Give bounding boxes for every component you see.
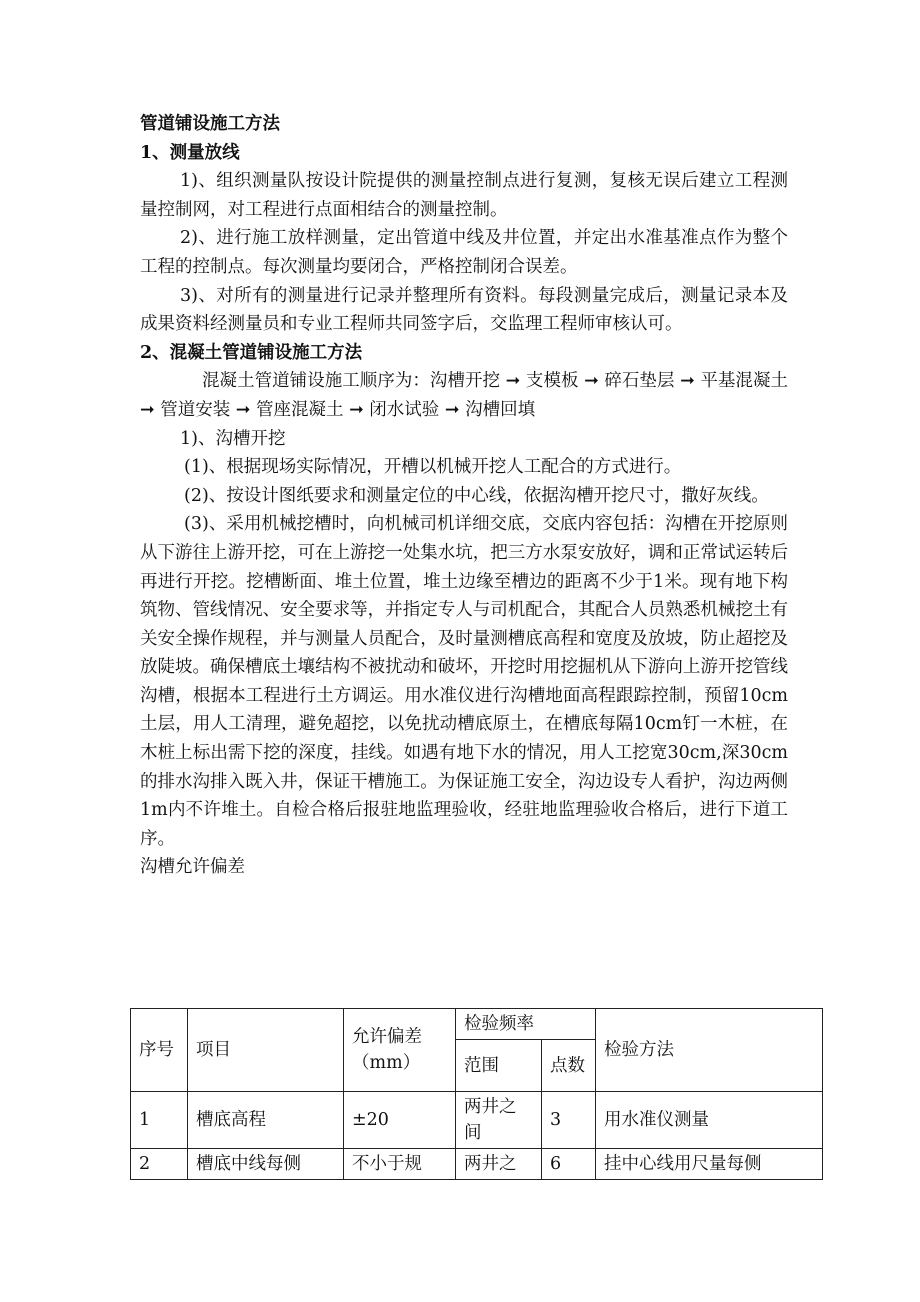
cell-points: 6	[542, 1149, 596, 1180]
header-range: 范围	[456, 1040, 542, 1092]
cell-item: 槽底中线每侧	[188, 1149, 344, 1180]
header-method: 检验方法	[596, 1009, 823, 1092]
document-body	[140, 110, 788, 882]
table-row	[131, 1092, 823, 1149]
cell-range: 两井之	[456, 1149, 542, 1180]
document-title: 管道铺设施工方法	[140, 114, 280, 134]
cell-tolerance: 不小于规	[344, 1149, 456, 1180]
header-no: 序号	[131, 1009, 188, 1092]
cell-item: 槽底高程	[188, 1092, 344, 1149]
excavation-item: (3)、采用机械挖槽时，向机械司机详细交底，交底内容包括：沟槽在开挖原则从下游往上游开挖，可在上游挖一处集水坑，把三方水泵安放好，调和正常试运转后再进行开挖。挖槽断面、堆土位置，堆土边缘至槽边的距离不少于1米。现有地下构筑物、管线情况、安全要求等，并指定专人与司机配合，其配合人员熟悉机械挖土有关安全操作规程，并与测量人员配合，及时量测槽底高程和宽度及放坡，防止超挖及放陡坡。确保槽底土壤结构不被扰动和破坏，开挖时用挖掘机从下游向上游开挖管线沟槽，根据本工程进行土方调运。用水准仪进行沟槽地面高程跟踪控制，预留10cm土层，用人工清理，避免超挖，以免扰动槽底原土，在槽底每隔10cm钉一木桩，在木桩上标出需下挖的深度，挂线。如遇有地下水的情况，用人工挖宽30cm,深30cm的排水沟排入既入井，保证干槽施工。为保证施工安全，沟边设专人看护，沟边两侧1m内不许堆土。自检合格后报驻地监理验收，经驻地监理验收合格后，进行下道工序。	[140, 514, 788, 849]
table-header-row	[131, 1009, 823, 1040]
cell-tolerance: ±20	[344, 1092, 456, 1149]
cell-no: 2	[131, 1149, 188, 1180]
excavation-item: (2)、按设计图纸要求和测量定位的中心线，依据沟槽开挖尺寸，撒好灰线。	[184, 485, 769, 506]
header-tolerance: 允许偏差（mm）	[344, 1009, 456, 1092]
excavation-item: (1)、根据现场实际情况，开槽以机械开挖人工配合的方式进行。	[184, 457, 682, 478]
table-caption: 沟槽允许偏差	[140, 857, 245, 878]
construction-sequence: 混凝土管道铺设施工顺序为：沟槽开挖 ➞ 支模板 ➞ 碎石垫层 ➞ 平基混凝土 ➞ 管道安装 ➞ 管座混凝土 ➞ 闭水试验 ➞ 沟槽回填	[140, 371, 788, 420]
section-1-heading: 1、测量放线	[140, 142, 240, 163]
cell-method: 用水准仪测量	[596, 1092, 823, 1149]
tolerance-table	[130, 1008, 823, 1180]
subsection-heading: 1)、沟槽开挖	[180, 428, 286, 449]
section-1-paragraph: 2)、进行施工放样测量，定出管道中线及井位置，并定出水准基准点作为整个工程的控制点。每次测量均要闭合，严格控制闭合误差。	[140, 228, 788, 277]
header-item: 项目	[188, 1009, 344, 1092]
cell-no: 1	[131, 1092, 188, 1149]
cell-method: 挂中心线用尺量每侧	[596, 1149, 823, 1180]
header-frequency: 检验频率	[456, 1009, 596, 1040]
section-2-heading: 2、混凝土管道铺设施工方法	[140, 342, 363, 363]
header-points: 点数	[542, 1040, 596, 1092]
cell-range: 两井之间	[456, 1092, 542, 1149]
section-1-paragraph: 3)、对所有的测量进行记录并整理所有资料。每段测量完成后，测量记录本及成果资料经测量员和专业工程师共同签字后，交监理工程师审核认可。	[140, 285, 788, 335]
table-row	[131, 1149, 823, 1180]
section-1-paragraph: 1)、组织测量队按设计院提供的测量控制点进行复测，复核无误后建立工程测量控制网，对工程进行点面相结合的测量控制。	[140, 171, 788, 220]
cell-points: 3	[542, 1092, 596, 1149]
